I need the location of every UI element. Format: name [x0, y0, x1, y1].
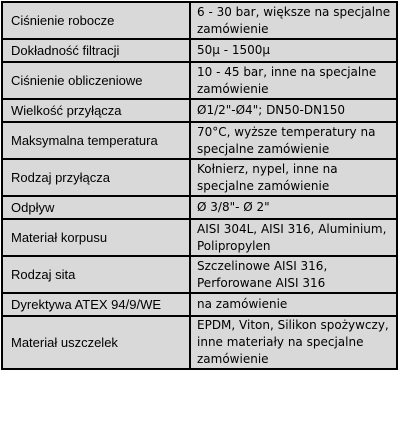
- spec-label: Dokładność filtracji: [2, 39, 190, 62]
- spec-label: Rodzaj sita: [2, 256, 190, 293]
- specification-table: [1, 1, 398, 370]
- spec-row-connection-size: [2, 99, 397, 122]
- spec-row-screen-type: [2, 256, 397, 293]
- spec-row-filtration-accuracy: [2, 39, 397, 62]
- spec-value: Kołnierz, nypel, inne na specjalne zamówienie: [190, 159, 397, 196]
- spec-value: EPDM, Viton, Silikon spożywczy, inne materiały na specjalne zamówienie: [190, 316, 397, 369]
- spec-label: Ciśnienie obliczeniowe: [2, 62, 190, 99]
- spec-row-body-material: [2, 219, 397, 256]
- spec-row-max-temperature: [2, 122, 397, 159]
- spec-label: Rodzaj przyłącza: [2, 159, 190, 196]
- spec-value: Szczelinowe AISI 316, Perforowane AISI 316: [190, 256, 397, 293]
- spec-label: Ciśnienie robocze: [2, 2, 190, 39]
- spec-row-connection-type: [2, 159, 397, 196]
- spec-label: Wielkość przyłącza: [2, 99, 190, 122]
- spec-row-atex-directive: [2, 293, 397, 316]
- spec-label: Odpływ: [2, 196, 190, 219]
- spec-value: na zamówienie: [190, 293, 397, 316]
- spec-row-working-pressure: [2, 2, 397, 39]
- spec-row-drain: [2, 196, 397, 219]
- spec-value: Ø 3/8"- Ø 2": [190, 196, 397, 219]
- spec-label: Maksymalna temperatura: [2, 122, 190, 159]
- spec-row-design-pressure: [2, 62, 397, 99]
- spec-value: 50µ - 1500µ: [190, 39, 397, 62]
- spec-label: Dyrektywa ATEX 94/9/WE: [2, 293, 190, 316]
- spec-value: Ø1/2"-Ø4"; DN50-DN150: [190, 99, 397, 122]
- spec-value: 70°C, wyższe temperatury na specjalne zamówienie: [190, 122, 397, 159]
- spec-value: AISI 304L, AISI 316, Aluminium, Polipropylen: [190, 219, 397, 256]
- spec-label: Materiał korpusu: [2, 219, 190, 256]
- spec-value: 6 - 30 bar, większe na specjalne zamówienie: [190, 2, 397, 39]
- spec-value: 10 - 45 bar, inne na specjalne zamówienie: [190, 62, 397, 99]
- spec-label: Materiał uszczelek: [2, 316, 190, 369]
- spec-row-seal-material: [2, 316, 397, 369]
